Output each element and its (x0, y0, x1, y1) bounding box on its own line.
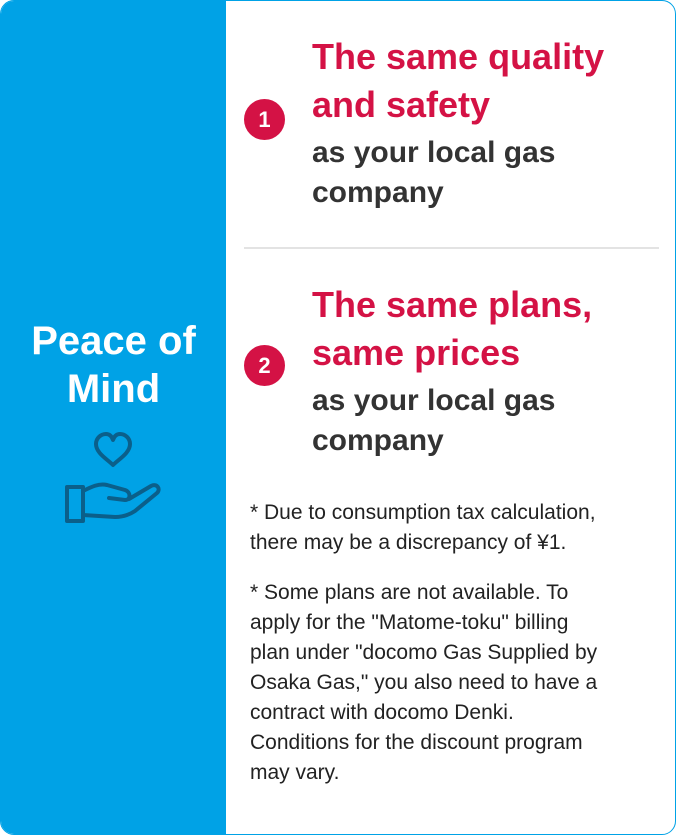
note-line: contract with docomo Denki. (250, 701, 514, 724)
point-2-sub-line1: as your local gas (312, 384, 556, 417)
tax-note (250, 498, 665, 558)
sidebar-title (1, 317, 226, 413)
note-line: may vary. (250, 761, 340, 784)
number-badge-1: 1 (244, 99, 285, 140)
note-line: * Due to consumption tax calculation, (250, 501, 596, 524)
point-1-subheading (312, 133, 662, 213)
sidebar-panel (1, 1, 226, 834)
divider (244, 247, 659, 249)
note-line: * Some plans are not available. To (250, 581, 569, 604)
note-line: there may be a discrepancy of ¥1. (250, 531, 567, 554)
number-badge-2: 2 (244, 345, 285, 386)
point-2-subheading (312, 381, 662, 461)
point-1-heading-line1: The same quality (312, 36, 605, 77)
sidebar-title-line2: Mind (66, 367, 161, 411)
plan-availability-note (250, 578, 665, 788)
point-1-sub-line1: as your local gas (312, 136, 556, 169)
heart-in-hand-icon (63, 431, 165, 527)
sidebar-title-line1: Peace of (31, 319, 196, 363)
note-line: Osaka Gas," you also need to have a (250, 671, 598, 694)
note-line: plan under "docomo Gas Supplied by (250, 641, 598, 664)
note-line: apply for the "Matome-toku" billing (250, 611, 569, 634)
point-1-heading-line2: and safety (312, 84, 491, 125)
point-1-heading (312, 33, 662, 129)
point-1-sub-line2: company (312, 176, 444, 209)
point-2-heading-line1: The same plans, (312, 284, 593, 325)
point-2-heading-line2: same prices (312, 332, 521, 373)
note-line: Conditions for the discount program (250, 731, 583, 754)
content-panel (226, 1, 675, 834)
point-2-heading (312, 281, 662, 377)
point-2-sub-line2: company (312, 424, 444, 457)
